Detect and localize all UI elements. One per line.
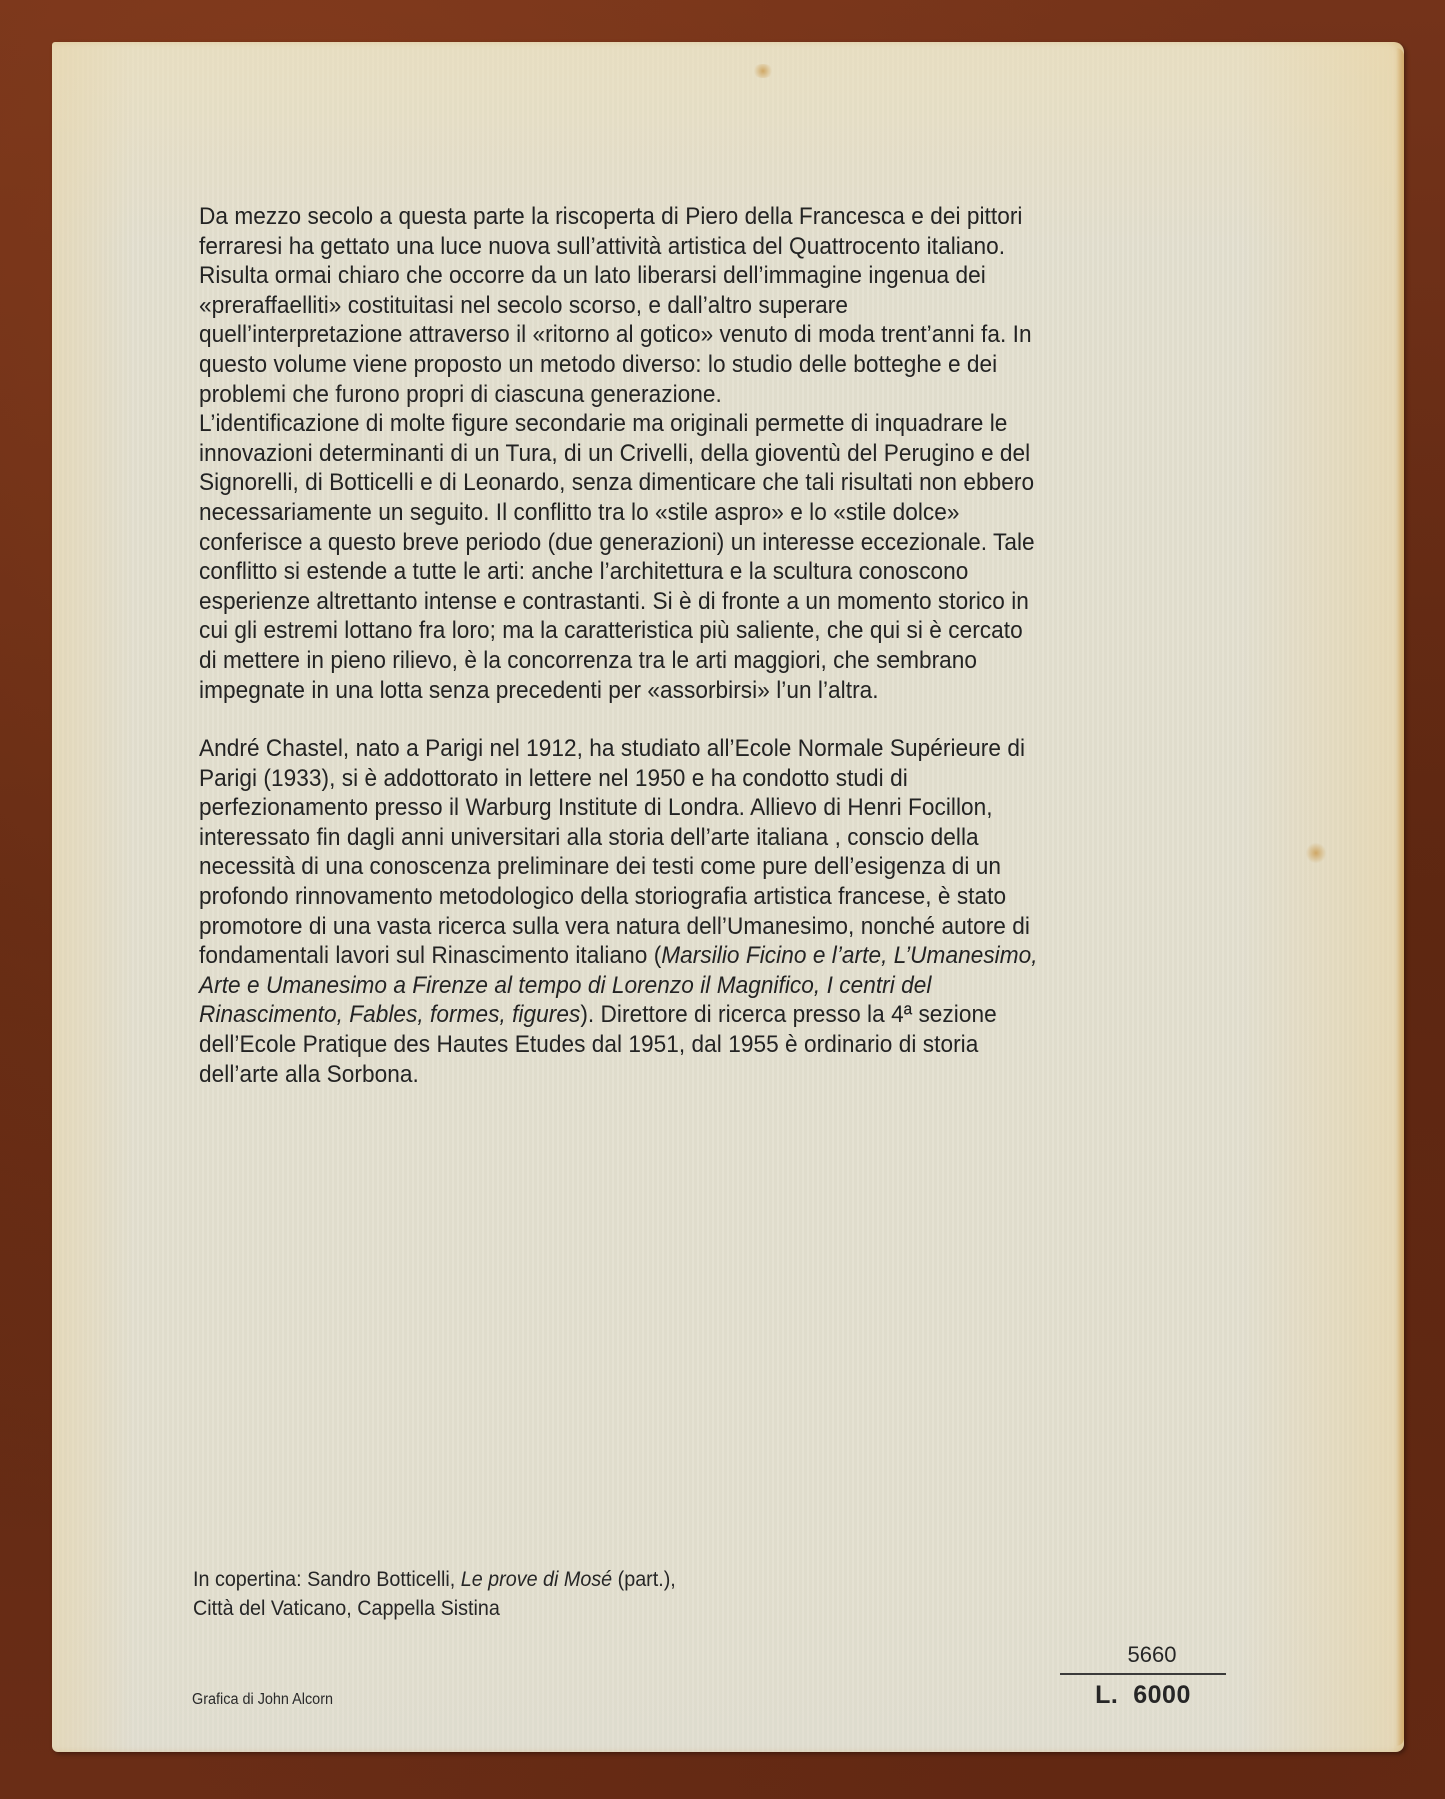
cover-credit-line (193, 1565, 676, 1594)
text-line: necessariamente un seguito. Il conflitto tra lo «stile aspro» e lo «stile dolce» (199, 498, 960, 526)
bio-line: promotore di una vasta ricerca sulla vera natura dell’Umanesimo, nonché autore di (199, 912, 1030, 940)
artwork-title: Le prove di Mosé (460, 1568, 613, 1591)
cover-credit-location: Città del Vaticano, Cappella Sistina (193, 1597, 500, 1620)
bio-line: necessità di una conoscenza preliminare dei testi come pure dell’esigenza di un (199, 853, 1001, 881)
bio-line (199, 941, 1209, 971)
text-line: L’identificazione di molte figure secondarie ma originali permette di inquadrare le (199, 410, 1008, 438)
bio-text: ). Direttore di ricerca presso la 4ª sezione (580, 1001, 997, 1029)
text-line: quell’interpretazione attraverso il «ritorno al gotico» venuto di moda trent’anni fa. In (199, 321, 1032, 349)
text-line: «preraffaelliti» costituitasi nel secolo scorso, e dall’altro superare (199, 291, 848, 319)
text-line: impegnate in una lotta senza precedenti per «assorbirsi» l’un l’altra. (199, 676, 879, 704)
text-line: Da mezzo secolo a questa parte la riscoperta di Piero della Francesca e dei pittori (199, 203, 1023, 230)
cover-credit-prefix: In copertina: Sandro Botticelli, (193, 1568, 461, 1591)
paper-stain (752, 64, 774, 78)
text-line: di mettere in pieno rilievo, è la concorrenza tra le arti maggiori, che sembrano (199, 646, 978, 674)
bio-line: interessato fin dagli anni universitari alla storia dell’arte italiana , conscio della (199, 823, 979, 851)
bio-line: profondo rinnovamento metodologico della storiografia artistica francese, è stato (199, 883, 1007, 911)
text-line: cui gli estremi lottano fra loro; ma la caratteristica più saliente, che qui si è cercato (199, 617, 1023, 645)
paper-stain (1306, 842, 1326, 864)
text-line: esperienze altrettanto intense e contrastanti. Si è di fronte a un momento storico in (199, 587, 1029, 615)
text-line: Signorelli, di Botticelli e di Leonardo, senza dimenticare che tali risultati non ebbero (199, 469, 1035, 497)
bio-line: dell’Ecole Pratique des Hautes Etudes dal 1951, dal 1955 è ordinario di storia (199, 1031, 979, 1059)
book-titles-italic: Arte e Umanesimo a Firenze al tempo di Lorenzo il Magnifico, I centri del (199, 971, 932, 999)
book-titles-italic: Marsilio Ficino e l’arte, L’Umanesimo, (661, 942, 1038, 970)
price-value: L. 6000 (1095, 1681, 1191, 1709)
description-text (199, 202, 1209, 1089)
price-divider (1060, 1673, 1226, 1675)
bio-line (199, 1000, 1209, 1030)
text-line: innovazioni determinanti di un Tura, di un Crivelli, della gioventù del Perugino e del (199, 439, 1031, 467)
bio-text: fondamentali lavori sul Rinascimento italiano ( (199, 942, 662, 970)
bio-line: Parigi (1933), si è addottorato in lettere nel 1950 e ha condotto studi di (199, 764, 908, 792)
graphics-credit: Grafica di John Alcorn (192, 1691, 334, 1708)
text-line: problemi che furono propri di ciascuna generazione. (199, 380, 722, 408)
bio-line (199, 971, 1209, 1001)
bio-line: dell’arte alla Sorbona. (199, 1060, 419, 1088)
cover-credit (193, 1565, 676, 1623)
text-line: questo volume viene proposto un metodo diverso: lo studio delle botteghe e dei (199, 350, 998, 378)
price-box (1060, 1642, 1226, 1709)
page-edge (1396, 48, 1404, 1746)
bio-line: perfezionamento presso il Warburg Institute di Londra. Allievo di Henri Focillon, (199, 794, 993, 822)
text-line: conflitto si estende a tutte le arti: anche l’architettura e la scultura conoscono (199, 558, 969, 586)
catalog-code: 5660 (1127, 1642, 1177, 1667)
paragraph-gap (199, 705, 1209, 734)
text-line: conferisce a questo breve periodo (due generazioni) un interesse eccezionale. Tale (199, 528, 1035, 556)
text-line: Risulta ormai chiaro che occorre da un lato liberarsi dell’immagine ingenua dei (199, 262, 986, 290)
cover-credit-suffix: (part.), (612, 1568, 676, 1591)
text-line: ferraresi ha gettato una luce nuova sull’attività artistica del Quattrocento italiano. (199, 232, 1006, 260)
bio-line: André Chastel, nato a Parigi nel 1912, ha studiato all’Ecole Normale Supérieure di (199, 735, 1026, 763)
book-back-cover (52, 42, 1404, 1752)
book-titles-italic: Rinascimento, Fables, formes, figures (199, 1001, 581, 1029)
